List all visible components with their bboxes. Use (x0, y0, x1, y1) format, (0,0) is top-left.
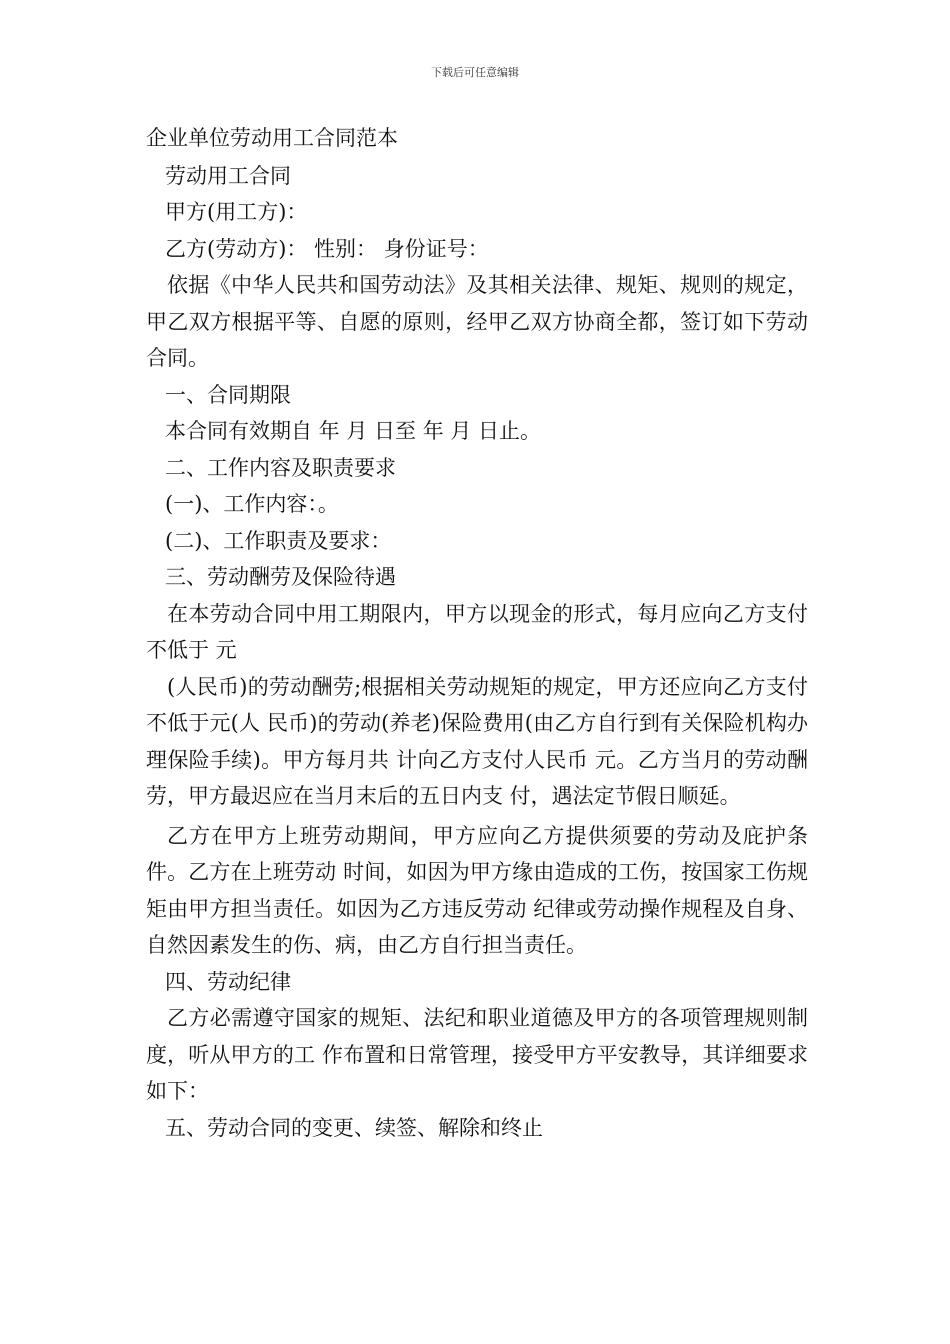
section-3-paragraph-2: (人民币)的劳动酬劳;根据相关劳动规矩的规定，甲方还应向乙方支付不低于元(人 民币)的劳动(养老)保险费用(由乙方自行到有关保险机构办理保险手续)。甲方每月共 计向乙方支付人民币 元。乙方当月的劳动酬劳，甲方最迟应在当月末后的五日内支 付，遇法定节假日顺延。 (146, 674, 808, 808)
section-2-heading: 二、工作内容及职责要求 (165, 455, 396, 480)
contract-body (146, 120, 808, 1146)
party-b-line: 乙方(劳动方)： 性别： 身份证号： (165, 236, 489, 261)
section-1-body: 本合同有效期自 年 月 日至 年 月 日止。 (165, 419, 542, 443)
section-3-paragraph-1: 在本劳动合同中用工期限内，甲方以现金的形式，每月应向乙方支付不低于 元 (146, 601, 808, 662)
page-header-note: 下载后可任意编辑 (431, 66, 519, 79)
section-4-paragraph: 乙方必需遵守国家的规矩、法纪和职业道德及甲方的各项管理规则制度，听从甲方的工 作布置和日常管理，接受甲方平安教导，其详细要求如下： (146, 1006, 808, 1103)
section-4-heading: 四、劳动纪律 (165, 969, 291, 994)
document-title: 企业单位劳动用工合同范本 (146, 126, 398, 150)
section-3-heading: 三、劳动酬劳及保险待遇 (165, 565, 396, 589)
section-2-item-1: (一)、工作内容：。 (165, 492, 339, 516)
section-1-heading: 一、合同期限 (165, 382, 291, 407)
section-3-paragraph-3: 乙方在甲方上班劳动期间，甲方应向乙方提供须要的劳动及庇护条件。乙方在上班劳动 时间，如因为甲方缘由造成的工伤，按国家工伤规矩由甲方担当责任。如因为乙方违反劳动 纪律或劳动操作规程及自身、自然因素发生的伤、病，由乙方自行担当责任。 (146, 823, 808, 957)
document-subtitle: 劳动用工合同 (165, 163, 291, 188)
intro-paragraph: 依据《中华人民共和国劳动法》及其相关法律、规矩、规则的规定，甲乙双方根据平等、自愿的原则，经甲乙双方协商全都，签订如下劳动合同。 (146, 273, 808, 370)
party-a-line: 甲方(用工方)： (165, 200, 308, 224)
section-5-heading: 五、劳动合同的变更、续签、解除和终止 (165, 1115, 543, 1140)
section-2-item-2: (二)、工作职责及要求： (165, 528, 392, 553)
